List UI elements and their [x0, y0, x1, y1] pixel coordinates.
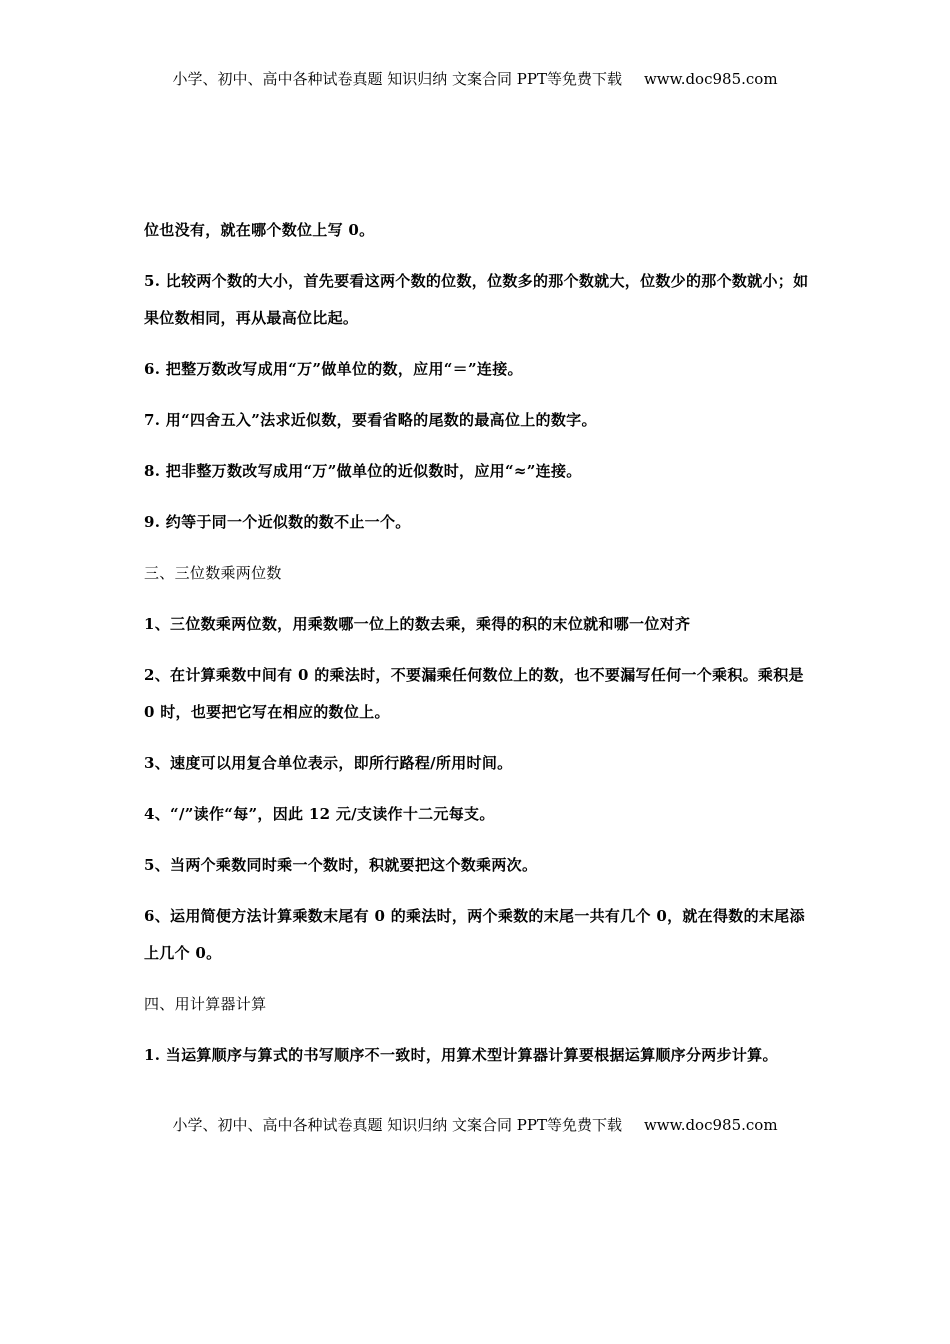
paragraph-continuation: 位也没有，就在哪个数位上写 0。 — [144, 221, 375, 239]
paragraph-section3-item-2: 2、在计算乘数中间有 0 的乘法时，不要漏乘任何数位上的数，也不要漏写任何一个乘积。乘积是 0 时，也要把它写在相应的数位上。 — [144, 666, 804, 721]
document-body — [144, 212, 814, 1088]
paragraph-section3-item-1: 1、三位数乘两位数，用乘数哪一位上的数去乘，乘得的积的末位就和哪一位对齐 — [144, 615, 691, 633]
paragraph-section3-item-4: 4、“/”读作“每”，因此 12 元/支读作十二元每支。 — [144, 805, 495, 823]
section-heading-3: 三、三位数乘两位数 — [144, 564, 282, 582]
paragraph-item-8: 8. 把非整万数改写成用“万”做单位的近似数时，应用“≈”连接。 — [144, 462, 582, 480]
paragraph-item-5: 5. 比较两个数的大小，首先要看这两个数的位数，位数多的那个数就大，位数少的那个数就小；如果位数相同，再从最高位比起。 — [144, 272, 809, 327]
paragraph-item-7: 7. 用“四舍五入”法求近似数，要看省略的尾数的最高位上的数字。 — [144, 411, 597, 429]
page-footer — [0, 1114, 950, 1135]
paragraph-section4-item-1: 1. 当运算顺序与算式的书写顺序不一致时，用算术型计算器计算要根据运算顺序分两步计算。 — [144, 1046, 778, 1064]
paragraph-section3-item-5: 5、当两个乘数同时乘一个数时，积就要把这个数乘两次。 — [144, 856, 538, 874]
paragraph-section3-item-3: 3、速度可以用复合单位表示，即所行路程/所用时间。 — [144, 754, 513, 772]
paragraph-item-9: 9. 约等于同一个近似数的数不止一个。 — [144, 513, 411, 531]
paragraph-section3-item-6: 6、运用简便方法计算乘数末尾有 0 的乘法时，两个乘数的末尾一共有几个 0，就在得数的末尾添上几个 0。 — [144, 907, 805, 962]
paragraph-item-6: 6. 把整万数改写成用“万”做单位的数，应用“＝”连接。 — [144, 360, 523, 378]
section-heading-4: 四、用计算器计算 — [144, 995, 267, 1013]
header-site-link[interactable]: www.doc985.com — [643, 70, 778, 88]
header-text: 小学、初中、高中各种试卷真题 知识归纳 文案合同 PPT等免费下载 — [172, 70, 622, 88]
footer-text: 小学、初中、高中各种试卷真题 知识归纳 文案合同 PPT等免费下载 — [172, 1116, 622, 1134]
page-header — [0, 68, 950, 89]
footer-site-link[interactable]: www.doc985.com — [643, 1116, 778, 1134]
